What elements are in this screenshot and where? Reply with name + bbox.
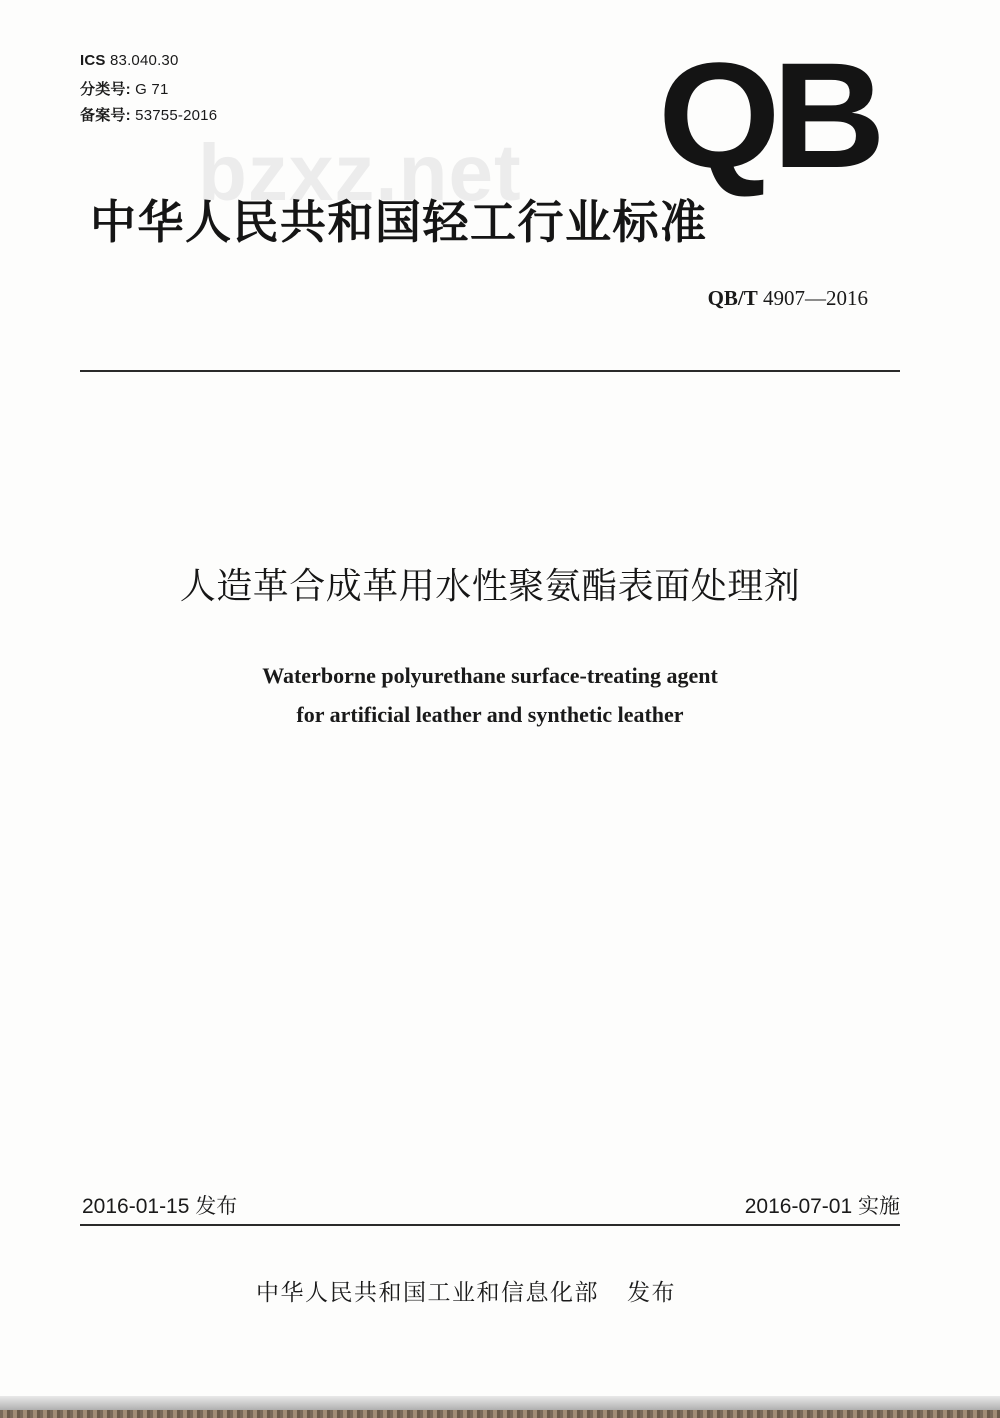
classification-value: G 71	[135, 81, 169, 98]
record-number-line	[80, 104, 217, 125]
document-title-en-line1: Waterborne polyurethane surface-treating agent	[262, 663, 718, 688]
document-title-en-line2: for artificial leather and synthetic leather	[296, 702, 684, 727]
record-number-label: 备案号:	[80, 107, 131, 124]
watermark: bzxz.net	[198, 128, 522, 217]
standard-title: 中华人民共和国轻工行业标准	[90, 195, 708, 249]
qb-logo: QB	[658, 31, 878, 199]
standard-code-prefix: QB/T	[707, 286, 758, 310]
classification-line	[80, 78, 169, 99]
publisher-name: 中华人民共和国工业和信息化部	[256, 1280, 599, 1306]
record-number-value: 53755-2016	[135, 107, 218, 124]
document-title-cn: 人造革合成革用水性聚氨酯表面处理剂	[179, 566, 801, 607]
top-divider	[80, 370, 900, 372]
classification-label: 分类号:	[80, 81, 131, 98]
page-edge-strip	[0, 1410, 1000, 1418]
ics-label: ICS	[80, 52, 106, 69]
issue-date: 2016-01-15 发布	[82, 1195, 238, 1218]
ics-line	[80, 52, 179, 69]
publisher-action: 发布	[627, 1280, 676, 1306]
publisher-line	[256, 1274, 676, 1307]
implementation-date: 2016-07-01 实施	[744, 1195, 900, 1218]
ics-value: 83.040.30	[109, 52, 179, 69]
bottom-divider	[80, 1224, 900, 1226]
standard-code	[708, 286, 868, 311]
standard-code-number: 4907—2016	[763, 286, 868, 310]
